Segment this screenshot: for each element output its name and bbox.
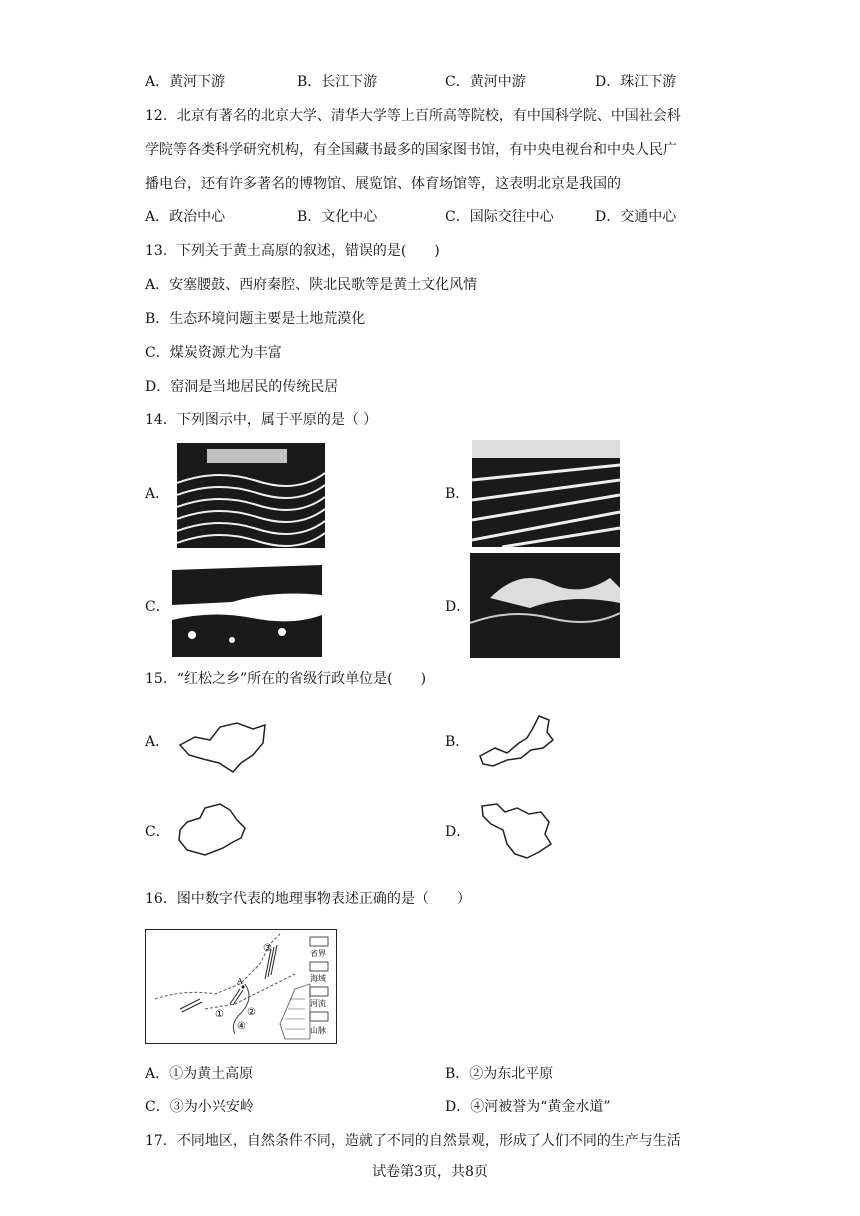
map-marker-4: ④ (237, 1021, 246, 1032)
northeast-china-map (145, 929, 337, 1044)
q14-label-d: D． (445, 599, 471, 615)
legend-province-border: 省界 (310, 949, 326, 958)
q15-stem: 15．“红松之乡”所在的省级行政单位是( ) (145, 671, 427, 687)
q16-option-a: A．①为黄土高原 (145, 1066, 254, 1082)
q11-option-c: C．黄河中游 (445, 74, 526, 90)
province-outline-a (175, 715, 270, 775)
plain-fields-photo (472, 440, 620, 547)
q11-option-a: A．黄河下游 (145, 74, 226, 90)
q14-stem: 14．下列图示中，属于平原的是（ ） (145, 412, 378, 428)
q13-option-d: D．窑洞是当地居民的传统民居 (145, 379, 339, 395)
q15-label-a: A． (145, 734, 170, 750)
q13-option-a: A．安塞腰鼓、西府秦腔、陕北民歌等是黄土文化风情 (145, 277, 478, 293)
legend-sea: 海域 (310, 974, 326, 983)
q12-stem-line-1: 12．北京有著名的北京大学、清华大学等上百所高等院校，有中国科学院、中国社会科 (145, 108, 681, 124)
q16-option-d: D．④河被誉为“黄金水道” (445, 1099, 611, 1115)
legend-mountain: 山脉 (310, 1026, 326, 1035)
q12-option-a: A．政治中心 (145, 209, 226, 225)
q11-option-b: B．长江下游 (297, 74, 378, 90)
q12-stem-line-3: 播电台，还有许多著名的博物馆、展览馆、体育场馆等，这表明北京是我国的 (145, 176, 621, 192)
q11-option-d: D．珠江下游 (595, 74, 677, 90)
province-outline-c (175, 800, 250, 860)
map-marker-1: ① (215, 1009, 224, 1020)
province-outline-d (477, 800, 557, 865)
q16-option-c: C．③为小兴安岭 (145, 1099, 254, 1115)
terraced-fields-photo (177, 443, 325, 548)
q12-stem-line-2: 学院等各类科学研究机构，有全国藏书最多的国家图书馆，有中央电视台和中央人民广 (145, 142, 677, 158)
q12-option-c: C．国际交往中心 (445, 209, 554, 225)
q13-option-c: C．煤炭资源尤为丰富 (145, 345, 282, 361)
q17-stem: 17．不同地区，自然条件不同，造就了不同的自然景观，形成了人们不同的生产与生活 (145, 1133, 681, 1149)
q13-stem: 13．下列关于黄土高原的叙述，错误的是( ) (145, 243, 440, 259)
q14-label-c: C． (145, 599, 170, 615)
q13-option-b: B．生态环境问题主要是土地荒漠化 (145, 311, 366, 327)
map-marker-3: ③ (263, 943, 272, 954)
page-footer: 试卷第3页，共8页 (372, 1164, 488, 1180)
q15-label-d: D． (445, 824, 471, 840)
q16-option-b: B．②为东北平原 (445, 1066, 554, 1082)
map-marker-2: ② (247, 1007, 256, 1018)
q14-label-b: B． (445, 486, 470, 502)
map-label-a: A (237, 977, 243, 986)
legend-river: 河流 (310, 999, 326, 1008)
q15-label-c: C． (145, 824, 170, 840)
q16-stem: 16．图中数字代表的地理事物表述正确的是（ ） (145, 891, 471, 907)
hills-photo (470, 553, 620, 658)
forest-mountain-photo (172, 560, 322, 657)
province-outline-b (477, 708, 557, 778)
q15-label-b: B． (445, 734, 470, 750)
q14-label-a: A． (145, 486, 170, 502)
q12-option-b: B．文化中心 (297, 209, 378, 225)
q12-option-d: D．交通中心 (595, 209, 677, 225)
